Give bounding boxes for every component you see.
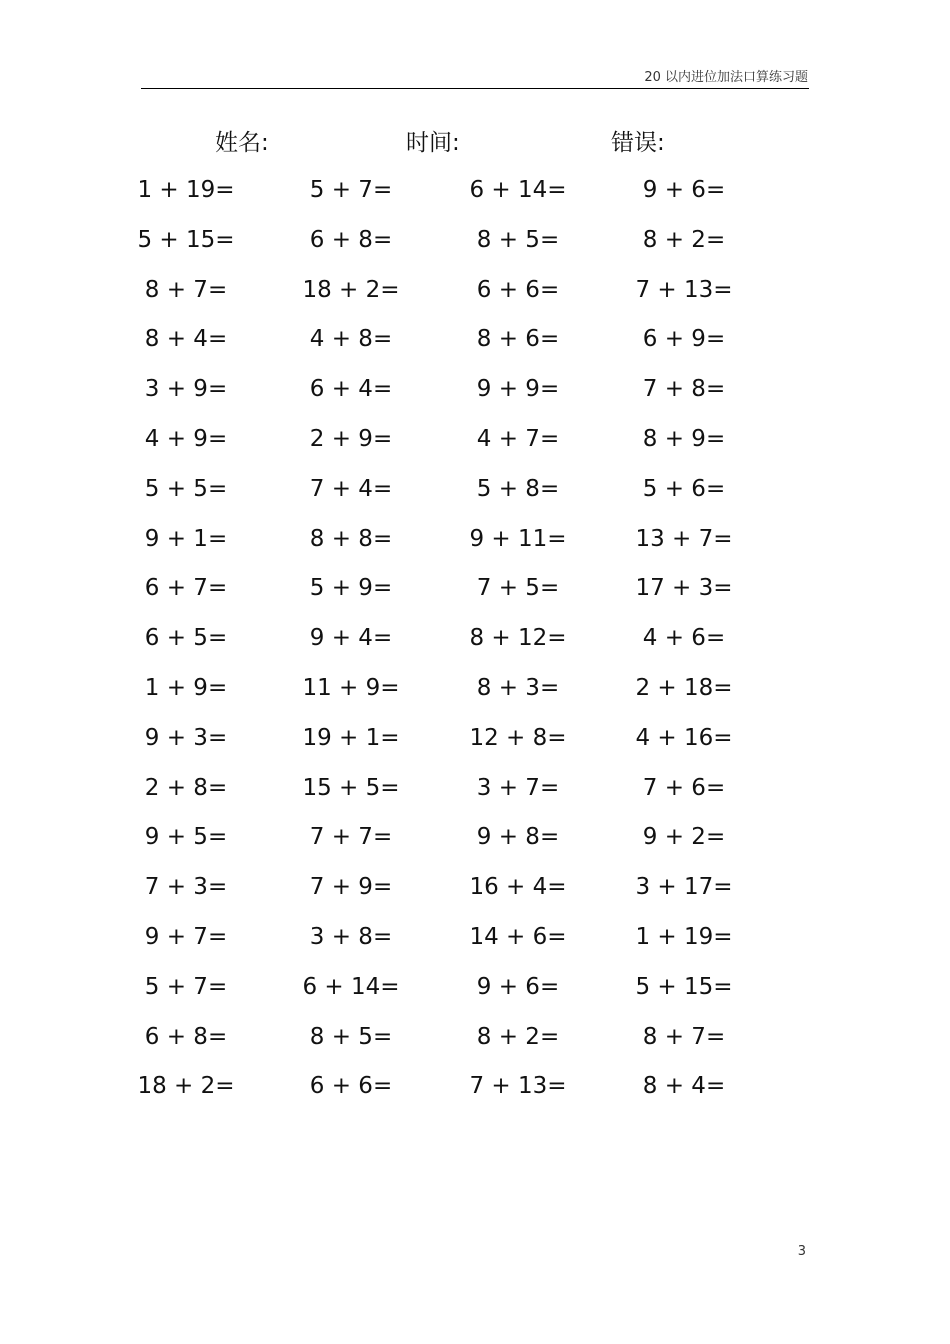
problem-item: 8 + 5= <box>476 226 560 253</box>
problem-row <box>0 170 950 220</box>
problem-item: 8 + 4= <box>642 1073 726 1100</box>
problem-item: 2 + 8= <box>144 774 228 801</box>
problem-item: 18 + 2= <box>137 1073 235 1100</box>
problem-item: 7 + 13= <box>635 276 733 303</box>
problem-item: 2 + 9= <box>309 425 393 452</box>
problem-item: 4 + 8= <box>309 326 393 353</box>
problem-item: 1 + 19= <box>137 177 235 203</box>
problem-item: 8 + 2= <box>476 1023 560 1050</box>
problem-item: 14 + 6= <box>469 923 567 950</box>
problem-item: 5 + 15= <box>137 226 235 253</box>
problem-item: 6 + 6= <box>309 1073 393 1100</box>
problem-item: 4 + 9= <box>144 425 228 452</box>
problem-item: 19 + 1= <box>302 724 400 751</box>
problem-item: 8 + 4= <box>144 326 228 353</box>
problem-item: 17 + 3= <box>635 575 733 602</box>
problem-item: 6 + 8= <box>144 1023 228 1050</box>
problem-item: 5 + 8= <box>476 475 560 502</box>
problem-item: 1 + 19= <box>635 923 733 950</box>
errors-label: 错误: <box>611 130 665 156</box>
problem-item: 9 + 3= <box>144 724 228 751</box>
problem-row <box>0 768 950 818</box>
problem-item: 6 + 4= <box>309 376 393 403</box>
problem-row <box>0 917 950 967</box>
problem-item: 8 + 12= <box>469 625 567 652</box>
page-number: 3 <box>797 1244 806 1259</box>
problem-row <box>0 519 950 569</box>
problem-item: 7 + 6= <box>642 774 726 801</box>
problem-item: 7 + 3= <box>144 874 228 901</box>
problem-item: 9 + 2= <box>642 824 726 851</box>
problem-item: 9 + 5= <box>144 824 228 851</box>
problem-row <box>0 867 950 917</box>
problem-item: 8 + 7= <box>642 1023 726 1050</box>
problem-item: 7 + 7= <box>309 824 393 851</box>
problem-item: 5 + 6= <box>642 475 726 502</box>
problem-row <box>0 270 950 320</box>
problem-row <box>0 319 950 369</box>
problem-item: 11 + 9= <box>302 674 400 701</box>
problem-item: 7 + 4= <box>309 475 393 502</box>
problem-row <box>0 419 950 469</box>
problem-item: 5 + 5= <box>144 475 228 502</box>
problem-item: 4 + 6= <box>642 625 726 652</box>
problem-row <box>0 469 950 519</box>
problem-item: 7 + 13= <box>469 1073 567 1100</box>
problem-row <box>0 817 950 867</box>
problem-item: 8 + 9= <box>642 425 726 452</box>
problem-row <box>0 1017 950 1067</box>
problem-row <box>0 220 950 270</box>
problem-item: 8 + 6= <box>476 326 560 353</box>
info-row <box>0 124 950 164</box>
problem-item: 7 + 8= <box>642 376 726 403</box>
problem-item: 8 + 7= <box>144 276 228 303</box>
header-rule <box>141 88 809 89</box>
problem-item: 6 + 5= <box>144 625 228 652</box>
time-label: 时间: <box>406 130 460 156</box>
problem-item: 6 + 8= <box>309 226 393 253</box>
problem-item: 8 + 3= <box>476 674 560 701</box>
problem-item: 5 + 7= <box>309 177 393 203</box>
problem-item: 6 + 7= <box>144 575 228 602</box>
problem-item: 3 + 17= <box>635 874 733 901</box>
problem-item: 6 + 9= <box>642 326 726 353</box>
problem-item: 15 + 5= <box>302 774 400 801</box>
problem-item: 9 + 11= <box>469 525 567 552</box>
problem-item: 3 + 7= <box>476 774 560 801</box>
problem-item: 5 + 7= <box>144 973 228 1000</box>
problem-row <box>0 967 950 1017</box>
problem-item: 6 + 14= <box>302 973 400 1000</box>
problem-row <box>0 718 950 768</box>
problem-row <box>0 1066 950 1116</box>
problem-item: 12 + 8= <box>469 724 567 751</box>
problem-item: 9 + 9= <box>476 376 560 403</box>
problem-item: 9 + 7= <box>144 923 228 950</box>
problem-item: 1 + 9= <box>144 674 228 701</box>
problem-item: 7 + 5= <box>476 575 560 602</box>
problem-item: 3 + 8= <box>309 923 393 950</box>
problem-item: 8 + 2= <box>642 226 726 253</box>
page-header-title: 20 以内进位加法口算练习题 <box>644 70 808 85</box>
problem-item: 6 + 6= <box>476 276 560 303</box>
problem-item: 13 + 7= <box>635 525 733 552</box>
problem-row <box>0 668 950 718</box>
problem-item: 4 + 7= <box>476 425 560 452</box>
problem-item: 4 + 16= <box>635 724 733 751</box>
problem-row <box>0 568 950 618</box>
problem-row <box>0 618 950 668</box>
problem-item: 3 + 9= <box>144 376 228 403</box>
problem-item: 9 + 6= <box>476 973 560 1000</box>
problem-row <box>0 369 950 419</box>
name-label: 姓名: <box>215 130 269 156</box>
problem-item: 8 + 8= <box>309 525 393 552</box>
problem-item: 16 + 4= <box>469 874 567 901</box>
problem-item: 9 + 6= <box>642 177 726 203</box>
problem-item: 9 + 8= <box>476 824 560 851</box>
problem-grid <box>0 170 950 1116</box>
problem-item: 6 + 14= <box>469 177 567 203</box>
problem-item: 5 + 15= <box>635 973 733 1000</box>
problem-item: 8 + 5= <box>309 1023 393 1050</box>
problem-item: 5 + 9= <box>309 575 393 602</box>
problem-item: 9 + 4= <box>309 625 393 652</box>
problem-item: 9 + 1= <box>144 525 228 552</box>
problem-item: 18 + 2= <box>302 276 400 303</box>
problem-item: 7 + 9= <box>309 874 393 901</box>
problem-item: 2 + 18= <box>635 674 733 701</box>
